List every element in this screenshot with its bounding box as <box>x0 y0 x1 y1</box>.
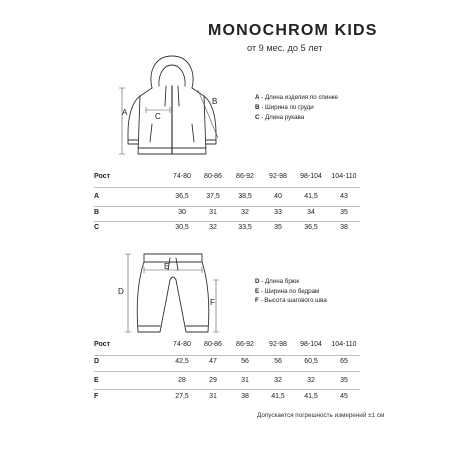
table-divider <box>94 389 360 390</box>
top-size-table <box>94 173 364 233</box>
pants-waistband <box>144 254 202 262</box>
table-divider <box>94 371 360 372</box>
label-d: D <box>118 287 124 296</box>
size-col-4: 92-98 <box>269 341 287 348</box>
size-col-5: 98-104 <box>300 173 322 180</box>
size-col-1: 74-80 <box>173 173 191 180</box>
table-divider <box>94 355 360 356</box>
hoodie-illustration <box>112 50 232 162</box>
pants-crotch <box>170 277 176 280</box>
table-row: B 30 31 32 33 34 35 <box>94 209 348 216</box>
label-c: C <box>155 112 161 121</box>
table-header-row <box>94 341 364 351</box>
table-row: C 30,5 32 33,5 35 36,5 38 <box>94 224 348 231</box>
label-a: A <box>122 108 128 117</box>
table-divider <box>94 206 360 207</box>
pants-left-leg <box>137 262 170 332</box>
height-header: Рост <box>94 341 110 348</box>
hoodie-hood-inner <box>159 65 185 86</box>
size-col-3: 86-92 <box>236 341 254 348</box>
table-row: A 36,5 37,5 38,5 40 41,5 43 <box>94 193 348 200</box>
size-col-6: 104-110 <box>331 173 357 180</box>
table-divider <box>94 221 360 222</box>
height-header: Рост <box>94 173 110 180</box>
age-range-subtitle: от 9 мес. до 5 лет <box>247 43 323 53</box>
size-col-1: 74-80 <box>173 341 191 348</box>
legend-e: E - Ширина по бедрам <box>255 288 320 295</box>
table-row: E 28 29 31 32 32 35 <box>94 377 348 384</box>
size-col-2: 80-86 <box>204 173 222 180</box>
brand-title: MONOCHROM KIDS <box>208 22 378 39</box>
legend-d: D - Длина брюк <box>255 278 300 285</box>
legend-c: C - Длина рукава <box>255 114 305 121</box>
size-col-6: 104-110 <box>331 341 357 348</box>
table-row: D 42,5 47 56 56 60,5 65 <box>94 358 348 365</box>
legend-a: A - Длина изделия по спинке <box>255 94 338 101</box>
hoodie-hood-outline <box>151 56 193 88</box>
size-col-5: 98-104 <box>300 341 322 348</box>
pants-drawstring <box>168 258 178 270</box>
table-header-row <box>94 173 364 183</box>
size-col-4: 92-98 <box>269 173 287 180</box>
tolerance-note: Допускается погрешность измерений ±1 см <box>257 412 385 419</box>
label-f: F <box>210 298 215 307</box>
table-row: F 27,5 31 38 41,5 41,5 45 <box>94 393 348 400</box>
label-e: E <box>164 262 170 271</box>
pants-illustration <box>116 246 228 346</box>
label-b: B <box>212 97 218 106</box>
size-col-3: 86-92 <box>236 173 254 180</box>
legend-f: F - Высота шагового шва <box>255 297 327 304</box>
pants-right-leg <box>176 262 209 332</box>
bottom-size-table <box>94 341 364 401</box>
legend-b: B - Ширина по груди <box>255 104 314 111</box>
table-divider <box>94 187 360 188</box>
size-col-2: 80-86 <box>204 341 222 348</box>
